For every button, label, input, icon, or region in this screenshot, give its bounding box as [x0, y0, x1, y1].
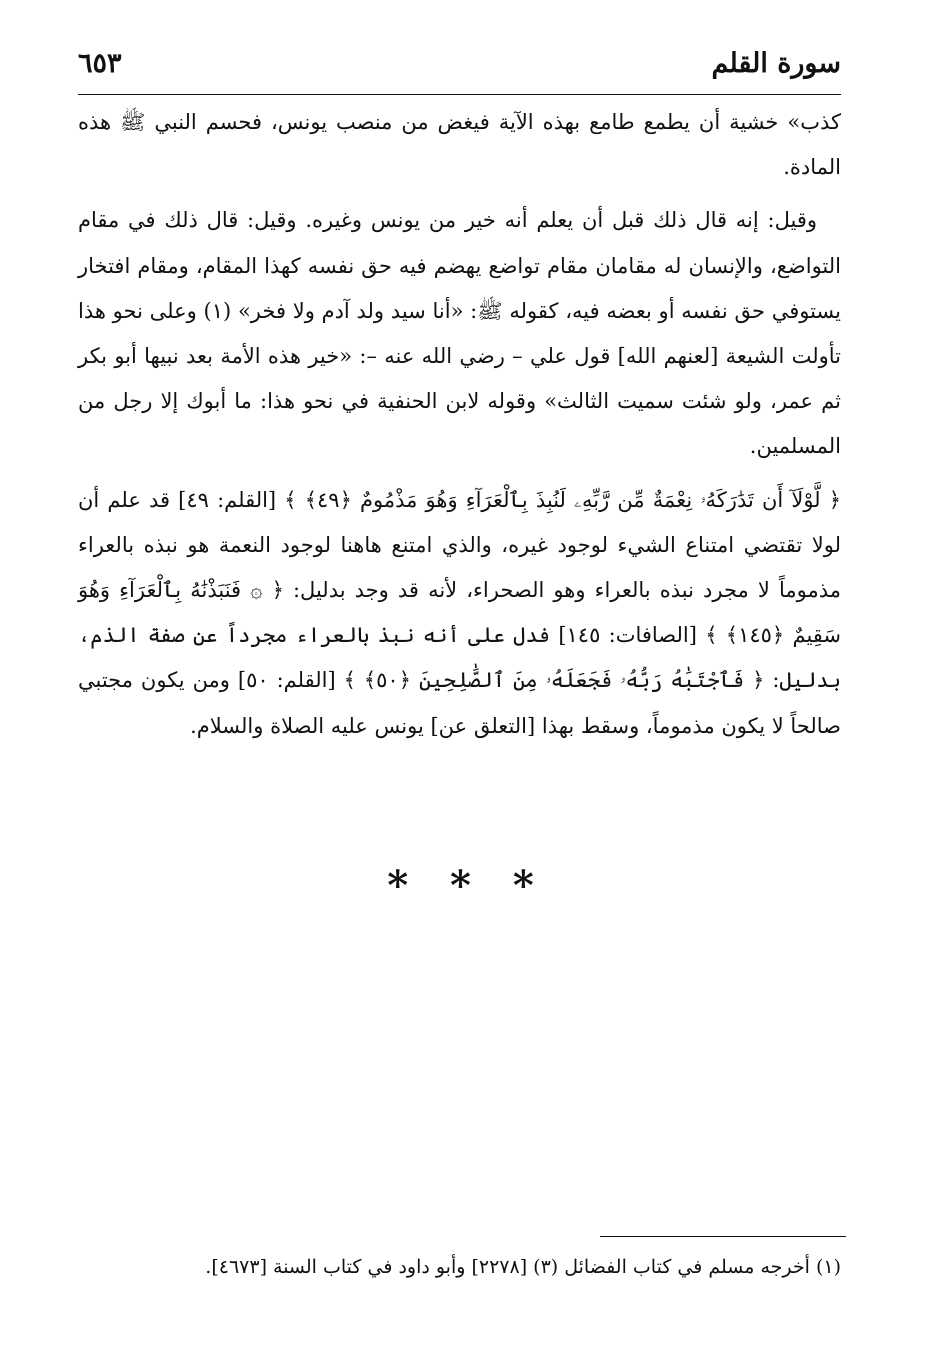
footnote-divider — [600, 1236, 846, 1237]
main-text — [78, 100, 841, 749]
page-header — [78, 44, 841, 95]
page-number: ٦٥٣ — [78, 48, 122, 79]
paragraph-1: كذب» خشية أن يطمع طامع بهذه الآية فيغض من منصب يونس، فحسم النبي ﷺ هذه المادة. — [78, 110, 841, 180]
section-separator: * * * — [387, 862, 548, 909]
surah-title: سورة القلم — [711, 48, 841, 79]
footnote: (١) أخرجه مسلم في كتاب الفضائل (٣) [٢٢٧٨] وأبو داود في كتاب السنة [٤٦٧٣]. — [205, 1256, 841, 1278]
paragraph-3: ﴿ لَّوْلَآ أَن تَدَٰرَكَهُۥ نِعْمَةٌ مِّن رَّبِّهِۦ لَنُبِذَ بِٱلْعَرَآءِ وَهُوَ مَذْمُومٌ ﴿٤٩﴾ ﴾ [القلم: ٤٩] قد علم أن لولا تقتضي امتناع الشيء لوجود غيره، والذي امتنع هاهنا لوجود النعمة هو نبذه بالعراء مذموماً لا مجرد نبذه بالعراء وهو الصحراء، لأنه قد وجد بدليل: ﴿ ۞ فَنَبَذْنَٰهُ بِٱلْعَرَآءِ وَهُوَ سَقِيمٌ ﴿١٤٥﴾ ﴾ [الصافات: ١٤٥] فدل على أنه نبذ بالعراء مجرداً عن صفة الذم، بدليل: ﴿ فَٱجْتَبَٰهُ رَبُّهُۥ فَجَعَلَهُۥ مِنَ ٱلصَّٰلِحِينَ ﴿٥٠﴾ ﴾ [القلم: ٥٠] ومن يكون مجتبي صالحاً لا يكون مذموماً، وسقط بهذا [التعلق عن] يونس عليه الصلاة والسلام. — [78, 487, 842, 738]
paragraph-2: وقيل: إنه قال ذلك قبل أن يعلم أنه خير من يونس وغيره. وقيل: قال ذلك في مقام التواضع، والإنسان له مقامان مقام تواضع يهضم فيه حق نفسه كهذا المقام، ومقام افتخار يستوفي حق نفسه أو بعضه فيه، كقوله ﷺ: «أنا سيد ولد آدم ولا فخر» (١) وعلى نحو هذا تأولت الشيعة [لعنهم الله] قول علي – رضي الله عنه –: «خير هذه الأمة بعد نبيها أبو بكر ثم عمر، ولو شئت سميت الثالث» وقوله لابن الحنفية في نحو هذا: ما أبوك إلا رجل من المسلمين. — [78, 208, 842, 459]
